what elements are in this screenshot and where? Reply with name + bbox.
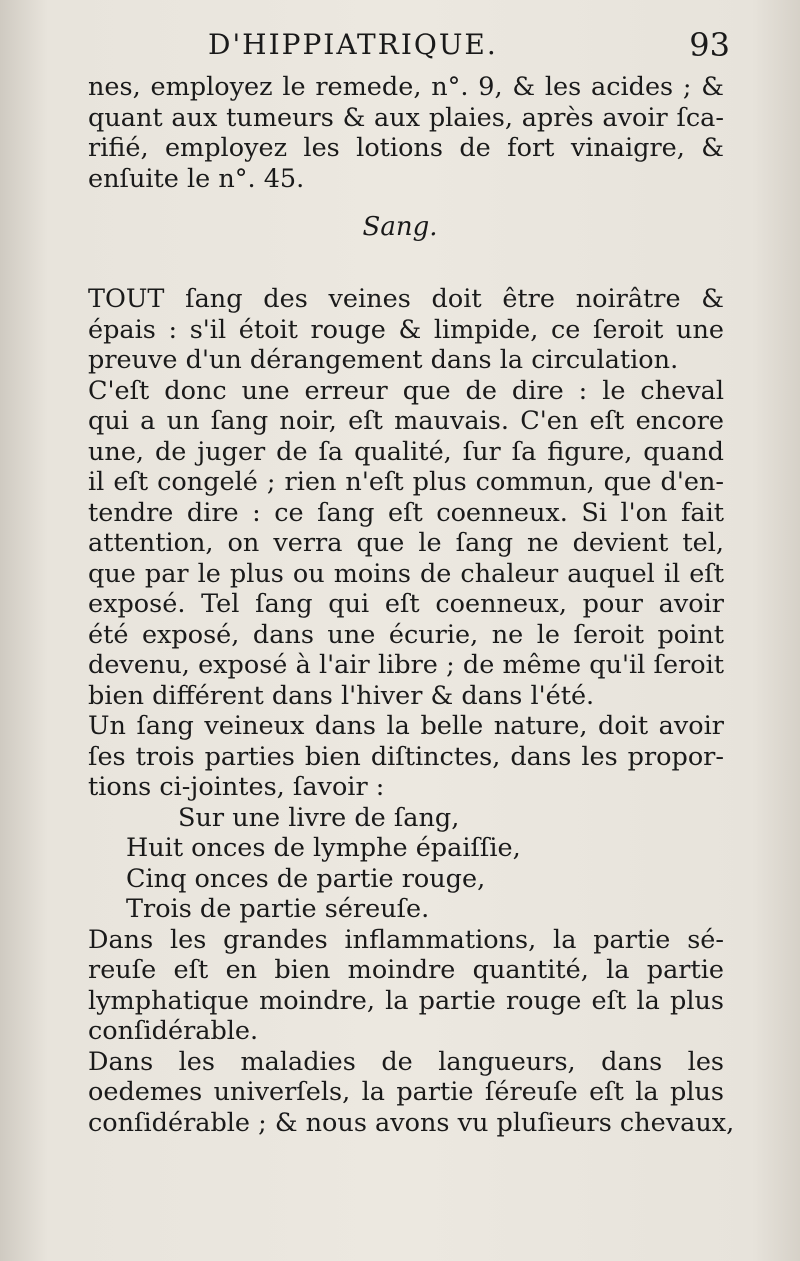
text-line: C'eſt donc une erreur que de dire : le cheval [88,375,724,406]
text-line: conſidérable ; & nous avons vu pluſieurs chevaux, [88,1107,735,1138]
text-line: il eſt congelé ; rien n'eſt plus commun, que d'en- [88,467,724,497]
text-line: Dans les maladies de langueurs, dans les [88,1046,724,1077]
text-line: que par le plus ou moins de chaleur auquel il eſt [88,558,724,589]
text-line: conſidérable. [88,1016,259,1046]
list-line: Cinq onces de partie rouge, [126,863,486,894]
text-line: lymphatique moindre, la partie rouge eſt la plus [88,985,724,1016]
text-line: qui a un ſang noir, eſt mauvais. C'en eſt encore [88,406,724,436]
text-line: ſes trois parties bien diſtinctes, dans les propor- [88,741,724,772]
text-line: tendre dire : ce ſang eſt coenneux. Si l'on fait [88,497,724,528]
text-line: quant aux tumeurs & aux plaies, après avoir ſca- [88,102,724,133]
text-line: devenu, exposé à l'air libre ; de même qu'il ſeroit [88,650,724,680]
text-line: preuve d'un dérangement dans la circulation. [88,345,679,375]
text-line: Un ſang veineux dans la belle nature, doit avoir [88,711,724,741]
text-line: bien différent dans l'hiver & dans l'été. [88,680,595,711]
running-title: D'HIPPIATRIQUE. [208,28,498,61]
list-line: Sur une livre de ſang, [178,802,460,833]
list-line: Huit onces de lymphe épaiſſie, [126,833,521,863]
intro-paragraph [88,72,724,194]
text-line: épais : s'il étoit rouge & limpide, ce ſeroit une [88,314,724,345]
text-line: oedemes univerſels, la partie ſéreuſe eſt la plus [88,1077,724,1107]
text-line: nes, employez le remede, n°. 9, & les acides ; & [88,72,724,102]
text-line: tions ci-jointes, ſavoir : [88,772,385,802]
text-line: exposé. Tel ſang qui eſt coenneux, pour avoir [88,589,724,619]
section-body [88,284,735,1138]
page-header [90,24,760,68]
text-line: Dans les grandes inflammations, la partie sé- [88,924,724,955]
text-line: rifié, employez les lotions de fort vinaigre, & [88,133,724,163]
text-line: TOUT ſang des veines doit être noirâtre & [88,284,724,314]
text-line: été exposé, dans une écurie, ne le ſeroit point [88,619,724,650]
text-line: attention, on verra que le ſang ne devient tel, [88,528,724,558]
page-number: 93 [689,26,730,64]
section-heading: Sang. [362,212,438,242]
text-line: reuſe eſt en bien moindre quantité, la partie [88,955,724,985]
text-line: enſuite le n°. 45. [88,163,305,194]
text-line: une, de juger de ſa qualité, ſur ſa figure, quand [88,436,724,467]
list-line: Trois de partie séreuſe. [126,894,430,924]
